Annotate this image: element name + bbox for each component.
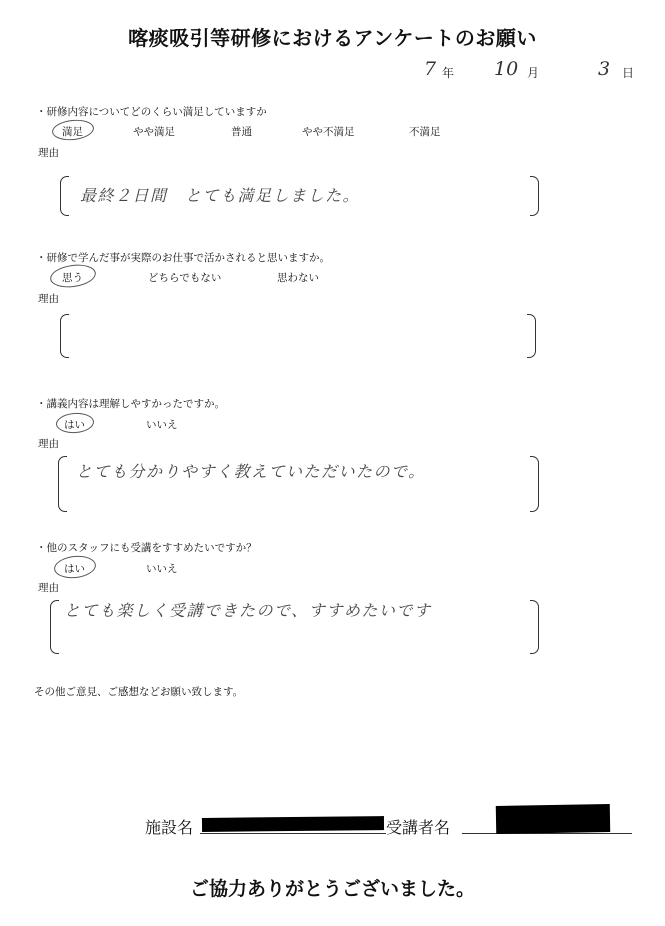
bracket-left [60,176,69,216]
date-year: 7 [424,58,437,80]
option-somewhat-satisfied[interactable]: やや満足 [133,126,175,138]
option-agree[interactable]: 思う [62,272,83,284]
date-day-unit: 日 [622,66,635,80]
bracket-right [527,314,536,358]
date-day: 3 [598,58,611,80]
trainee-line [462,833,632,834]
option-undecided[interactable]: どちらでもない [148,272,222,284]
question-text: ・他のスタッフにも受講をすすめたいですか？ [36,542,257,554]
bracket-right [530,176,539,216]
answer-circle [55,412,94,435]
option-no[interactable]: いいえ [146,563,178,575]
answer-circle [53,554,97,580]
option-dissatisfied[interactable]: 不満足 [409,126,441,138]
bracket-left [60,314,69,358]
reason-answer[interactable]: とても分かりやすく教えていただいたので。 [76,462,426,481]
bracket-right [530,456,539,512]
facility-label: 施設名 [145,818,194,837]
option-yes[interactable]: はい [64,419,85,431]
date-month-unit: 月 [527,66,540,80]
other-comments-label: その他ご意見、ご感想などお願い致します。 [34,686,244,698]
option-disagree[interactable]: 思わない [277,272,319,284]
question-text: ・研修で学んだ事が実際のお仕事で活かされると思いますか。 [36,252,330,264]
reason-label: 理由 [38,438,59,450]
thanks-message: ご協力ありがとうございました。 [189,878,475,900]
trainee-redaction [496,804,610,834]
facility-redaction [202,816,384,832]
answer-circle [51,118,95,142]
question-text: ・講義内容は理解しやすかったですか。 [36,398,225,410]
answer-circle [49,262,98,290]
trainee-label: 受講者名 [386,818,451,837]
option-satisfied[interactable]: 満足 [62,126,83,138]
option-somewhat-dissatisfied[interactable]: やや不満足 [302,126,355,138]
option-neutral[interactable]: 普通 [231,126,252,138]
date-year-unit: 年 [442,66,455,80]
reason-label: 理由 [38,147,59,159]
reason-label: 理由 [38,582,59,594]
bracket-left [50,600,59,654]
reason-label: 理由 [38,293,59,305]
page-title: 喀痰吸引等研修におけるアンケートのお願い [128,26,537,50]
question-text: ・研修内容についてどのくらい満足していますか [36,106,267,118]
option-no[interactable]: いいえ [146,419,178,431]
reason-answer[interactable]: とても楽しく受講できたので、すすめたいです [64,601,432,620]
reason-answer[interactable]: 最終２日間 とても満足しました。 [80,186,361,205]
facility-line [200,833,386,834]
option-yes[interactable]: はい [64,563,85,575]
date-month: 10 [494,58,519,80]
bracket-left [58,456,67,512]
bracket-right [530,600,539,654]
